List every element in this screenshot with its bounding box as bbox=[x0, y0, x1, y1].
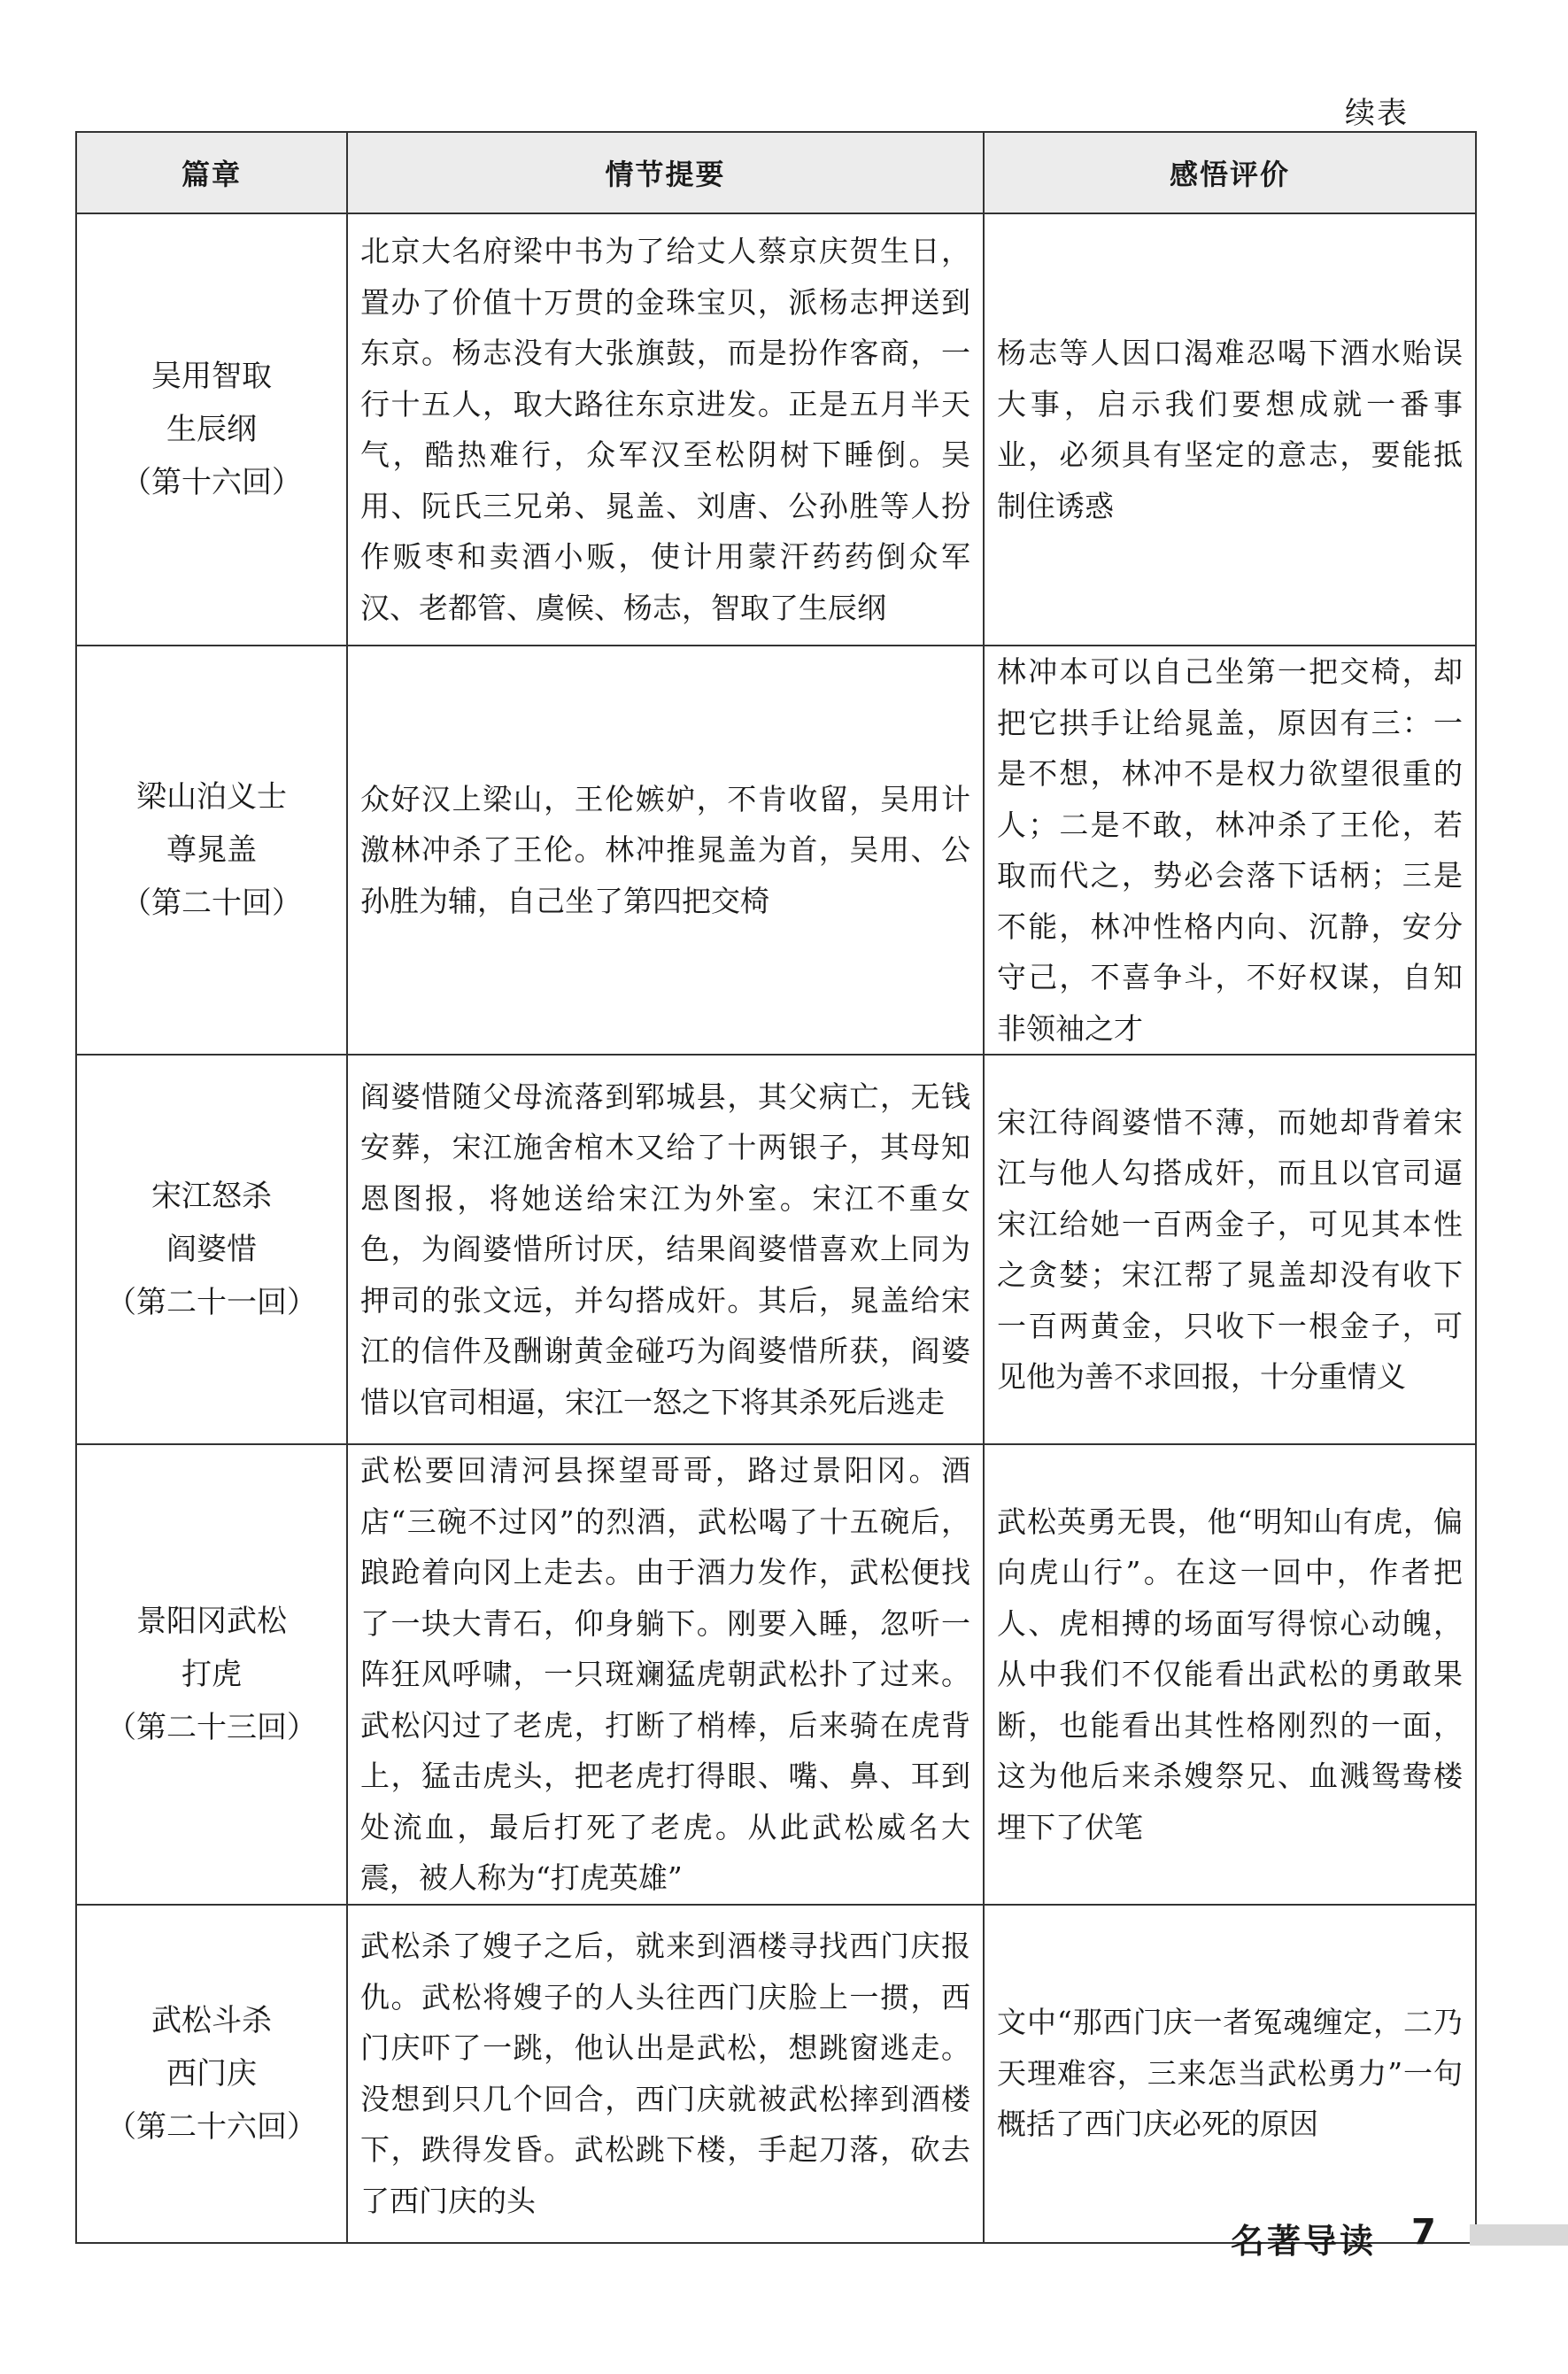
chapter-title-line: 打虎 bbox=[182, 1656, 242, 1692]
plot-summary-cell: 北京大名府梁中书为了给丈人蔡京庆贺生日，置办了价值十万贯的金珠宝贝，派杨志押送到东京。杨志没有大张旗鼓，而是扮作客商，一行十五人，取大路往东京进发。正是五月半天气，酷热难行，众军汉至松阴树下睡倒。吴用、阮氏三兄弟、晁盖、刘唐、公孙胜等人扮作贩枣和卖酒小贩，使计用蒙汗药药倒众军汉、老都管、虞候、杨志，智取了生辰纲 bbox=[347, 213, 984, 646]
chapter-title-line: 生辰纲 bbox=[166, 412, 257, 447]
chapter-title-line: 吴用智取 bbox=[151, 359, 272, 394]
page-number: 7 bbox=[1411, 2212, 1436, 2253]
review-cell: 杨志等人因口渴难忍喝下酒水贻误大事，启示我们要想成就一番事业，必须具有坚定的意志，要能抵制住诱惑 bbox=[984, 213, 1476, 646]
review-cell: 武松英勇无畏，他“明知山有虎，偏向虎山行”。在这一回中，作者把人、虎相搏的场面写得惊心动魄，从中我们不仅能看出武松的勇敢果断，也能看出其性格刚烈的一面，这为他后来杀嫂祭兄、血溅鸳鸯楼埋下了伏笔 bbox=[984, 1444, 1476, 1905]
chapter-cell bbox=[76, 646, 347, 1055]
chapter-cell bbox=[76, 213, 347, 646]
chapter-cell bbox=[76, 1444, 347, 1905]
header-review: 感悟评价 bbox=[984, 132, 1476, 213]
review-cell: 文中“那西门庆一者冤魂缠定，二乃天理难容，三来怎当武松勇力”一句概括了西门庆必死的原因 bbox=[984, 1905, 1476, 2243]
chapter-title-line: 尊晁盖 bbox=[166, 832, 257, 868]
plot-summary-cell: 武松杀了嫂子之后，就来到酒楼寻找西门庆报仇。武松将嫂子的人头往西门庆脸上一掼，西门庆吓了一跳，他认出是武松，想跳窗逃走。没想到只几个回合，西门庆就被武松摔到酒楼下，跌得发昏。武松跳下楼，手起刀落，砍去了西门庆的头 bbox=[347, 1905, 984, 2243]
footer-book-guide-label: 名著导读 bbox=[1231, 2222, 1377, 2261]
chapter-title-line: 武松斗杀 bbox=[151, 2002, 272, 2038]
table-row bbox=[76, 1055, 1476, 1444]
table-row bbox=[76, 213, 1476, 646]
chapter-title-line: 景阳冈武松 bbox=[136, 1603, 287, 1639]
continued-label: 续表 bbox=[1345, 96, 1409, 131]
chapter-title-line: 梁山泊义士 bbox=[136, 779, 287, 815]
chapter-title-line: 西门庆 bbox=[166, 2055, 257, 2092]
table-row bbox=[76, 646, 1476, 1055]
header-chapter: 篇章 bbox=[76, 132, 347, 213]
review-cell: 宋江待阎婆惜不薄，而她却背着宋江与他人勾搭成奸，而且以官司逼宋江给她一百两金子，可见其本性之贪婪；宋江帮了晁盖却没有收下一百两黄金，只收下一根金子，可见他为善不求回报，十分重情义 bbox=[984, 1055, 1476, 1444]
table-header-row bbox=[76, 132, 1476, 213]
chapter-number: （第二十六回） bbox=[106, 2108, 317, 2145]
review-cell: 林冲本可以自己坐第一把交椅，却把它拱手让给晁盖，原因有三：一是不想，林冲不是权力欲望很重的人；二是不敢，林冲杀了王伦，若取而代之，势必会落下话柄；三是不能，林冲性格内向、沉静，安分守己，不喜争斗，不好权谋，自知非领袖之才 bbox=[984, 646, 1476, 1055]
plot-summary-cell: 武松要回清河县探望哥哥，路过景阳冈。酒店“三碗不过冈”的烈酒，武松喝了十五碗后，踉跄着向冈上走去。由于酒力发作，武松便找了一块大青石，仰身躺下。刚要入睡，忽听一阵狂风呼啸，一只斑斓猛虎朝武松扑了过来。武松闪过了老虎，打断了梢棒，后来骑在虎背上，猛击虎头，把老虎打得眼、嘴、鼻、耳到处流血，最后打死了老虎。从此武松威名大震，被人称为“打虎英雄” bbox=[347, 1444, 984, 1905]
header-plot: 情节提要 bbox=[347, 132, 984, 213]
plot-summary-cell: 阎婆惜随父母流落到郓城县，其父病亡，无钱安葬，宋江施舍棺木又给了十两银子，其母知恩图报，将她送给宋江为外室。宋江不重女色，为阎婆惜所讨厌，结果阎婆惜喜欢上同为押司的张文远，并勾搭成奸。其后，晁盖给宋江的信件及酬谢黄金碰巧为阎婆惜所获，阎婆惜以官司相逼，宋江一怒之下将其杀死后逃走 bbox=[347, 1055, 984, 1444]
chapter-number: （第二十三回） bbox=[106, 1709, 317, 1745]
table-row bbox=[76, 1444, 1476, 1905]
reading-notes-table bbox=[75, 131, 1477, 2244]
chapter-cell bbox=[76, 1905, 347, 2243]
chapter-number: （第十六回） bbox=[121, 465, 302, 500]
chapter-title-line: 宋江怒杀 bbox=[151, 1179, 272, 1214]
footer-decorative-bar bbox=[1470, 2224, 1568, 2246]
plot-summary-cell: 众好汉上梁山，王伦嫉妒，不肯收留，吴用计激林冲杀了王伦。林冲推晁盖为首，吴用、公孙胜为辅，自己坐了第四把交椅 bbox=[347, 646, 984, 1055]
chapter-number: （第二十一回） bbox=[106, 1285, 317, 1320]
table-row bbox=[76, 1905, 1476, 2243]
chapter-title-line: 阎婆惜 bbox=[166, 1232, 257, 1267]
chapter-number: （第二十回） bbox=[121, 885, 302, 921]
chapter-cell bbox=[76, 1055, 347, 1444]
